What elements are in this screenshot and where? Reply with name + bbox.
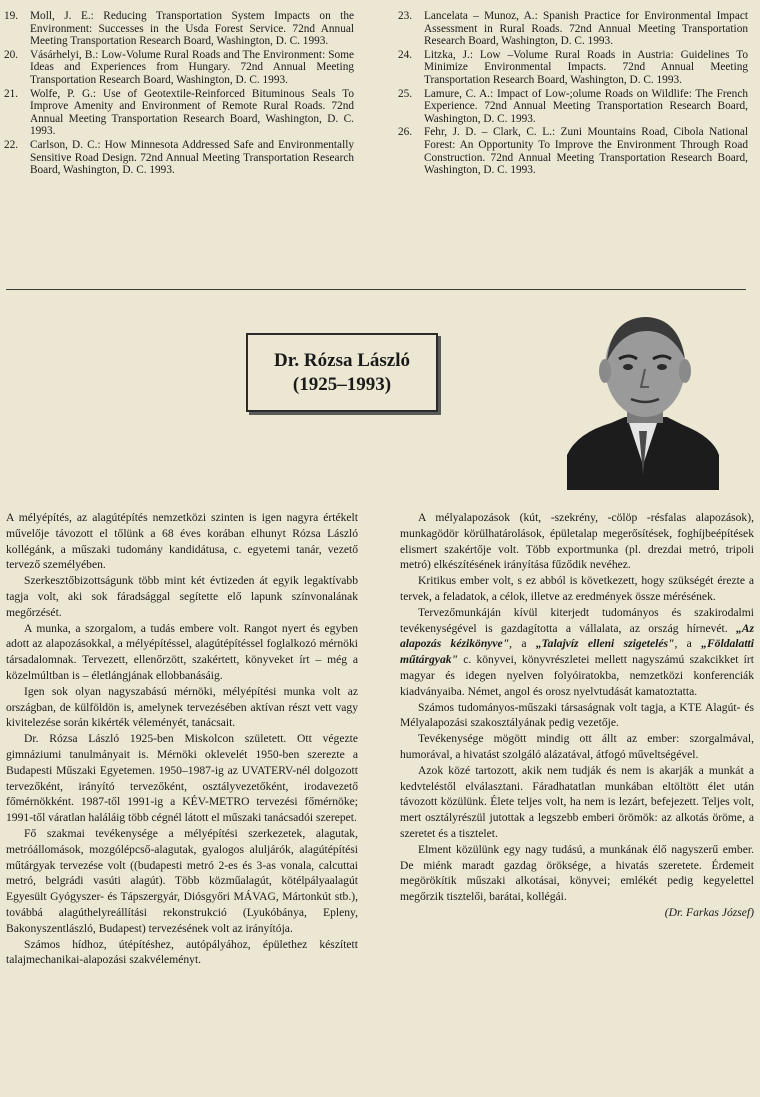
- reference-text: Lamure, C. A.: Impact of Low-;olume Roads on Wildlife: The French Experience. 72nd Annual Meeting Transportation Research Board, Washington, D. C. 1993.: [424, 87, 748, 125]
- references-left: [4, 10, 354, 178]
- obituary-paragraph: A mélyalapozások (kút, -szekrény, -cölöp -résfalas alapozások), munkagödör körülhatárolások, épületalap megerősítések, foghíjbeépítések elismert szakértője volt. Több exportmunka (pl. drezdai metró, tripoli metró) elkészítésének irányítása fűződik nevéhez.: [400, 511, 754, 572]
- reference-number: 20.: [4, 48, 19, 61]
- reference-item: [398, 49, 748, 87]
- reference-item: [4, 88, 354, 138]
- reference-number: 25.: [398, 87, 413, 100]
- text-separator: , a: [674, 637, 702, 651]
- obituary-paragraph: Számos hídhoz, útépítéshez, autópályához, épülethez készített talajmechanikai-alapozási szakvéleményt.: [6, 937, 358, 967]
- reference-item: [398, 10, 748, 48]
- reference-text: Fehr, J. D. – Clark, C. L.: Zuni Mountains Road, Cibola National Forest: An Opportunity To Improve the Environment Through Road Construction. 72nd Annual Meeting Transportation Research Board, Washington, D. C. 1993.: [424, 126, 748, 177]
- text-separator: , a: [509, 637, 536, 651]
- reference-text: Vásárhelyi, B.: Low-Volume Rural Roads and The Environment: Some Ideas and Experiences from Hungary. 72nd Annual Meeting Transportation Research Board, Washington, D. C. 1993.: [30, 48, 354, 86]
- publications-rest: c. könyvei, könyvrészletei mellett nagyszámú szakcikket írt magyar és idegen nyelven folyóiratokba, nemzetközi konferenciák kiadványaiba. Német, angol és orosz nyelvtudását kamatoztatta.: [400, 653, 754, 698]
- reference-text: Litzka, J.: Low –Volume Rural Roads in Austria: Guidelines To Minimize Environmental Impacts. 72nd Annual Meeting Transportation Research Board, Washington, D. C. 1993.: [424, 48, 748, 86]
- reference-item: [4, 49, 354, 87]
- book-title: „Talajvíz elleni szigetelés": [535, 637, 675, 651]
- obituary-paragraph: Kritikus ember volt, s ez abból is következett, hogy szükségét érezte a tervek, a feladatok, a célok, illetve az eredmények össze mérésének.: [400, 574, 754, 603]
- reference-text: Wolfe, P. G.: Use of Geotextile-Reinforced Bituminous Seals To Improve Amenity and Environment of Remote Rural Roads. 72nd Annual Meeting Transportation Research Board, Washington, D. C. 1993.: [30, 87, 354, 138]
- reference-number: 24.: [398, 48, 413, 61]
- reference-text: Carlson, D. C.: How Minnesota Addressed Safe and Environmentally Sensitive Road Design. 72nd Annual Meeting Transportation Research Board, Washington, D. C. 1993.: [30, 138, 354, 177]
- obituary-name: Dr. Rózsa László: [274, 349, 410, 371]
- book-title: „Az alapozás kézikönyve": [400, 621, 754, 651]
- reference-item: [398, 126, 748, 176]
- obituary-paragraph-publications: [400, 605, 754, 700]
- reference-number: 23.: [398, 10, 413, 22]
- author-signature: (Dr. Farkas József): [664, 905, 754, 919]
- reference-number: 19.: [4, 10, 19, 22]
- reference-text: Lancelata – Munoz, A.: Spanish Practice for Environmental Impact Assessment in Rural Roads. 72nd Annual Meeting Transportation Research Board, Washington, D. C. 1993.: [424, 10, 748, 48]
- obituary-title-box: [246, 333, 438, 412]
- obituary-paragraph: Tevékenysége mögött mindig ott állt az ember: szorgalmával, humorával, a hivatást szolgáló alázatával, átfogó műveltségével.: [400, 732, 754, 761]
- reference-number: 26.: [398, 126, 413, 139]
- obituary-column-right: [400, 510, 754, 921]
- reference-item: [4, 10, 354, 48]
- obituary-paragraph: Dr. Rózsa László 1925-ben Miskolcon született. Ott végezte gimnáziumi tanulmányait is. Mérnöki oklevelét 1950-ben szerezte a Budapesti Műszaki Egyetemen. 1950–1987-ig az UVATERV-nél dolgozott tervezőként, irányító tervezőként, osztályvezetőként, irodavezető főmérnökként. 1987-től 1991-ig a KÉV-METRO tervezési főmérnöke; 1991-től váratlan haláláig több cégnél látott el műszaki tanácsadói szerepet.: [6, 732, 358, 825]
- obituary-paragraph: Igen sok olyan nagyszabású mérnöki, mélyépítési munka volt az országban, de külföldön is, amelynek tervezésében aktívan részt vett vagy kivitelezése során kikérték véleményét, tanácsait.: [6, 684, 358, 730]
- obituary-paragraph: Elment közülünk egy nagy tudású, a munkának élő nagyszerű ember. De miénk maradt gazdag öröksége, a hivatás szeretete. Érdemeit megörökítik műszaki alkotásai, könyvei; emlékét pedig kegyelettel megőrzik tisztelői, barátai, kollégái.: [400, 842, 754, 904]
- references-right: [398, 10, 748, 178]
- obituary-paragraph: A munka, a szorgalom, a tudás embere volt. Rangot nyert és egyben adott az alapozásokkal, a mélyépítéssel, alagútépítéssel foglalkozó mérnöki társadalomnak. Tervezett, ellenőrzött, szakértett, könyveket írt – még a közelmúltban is – életlángjának ellobbanásáig.: [6, 621, 358, 682]
- portrait-photo: [567, 305, 719, 490]
- reference-number: 22.: [4, 138, 19, 151]
- obituary-paragraph: Szerkesztőbizottságunk több mint két évtizeden át egyik legaktívabb tagja volt, aki sok fáradsággal segítette elő lapunk színvonalának megőrzését.: [6, 574, 358, 619]
- reference-item: [398, 88, 748, 126]
- obituary-paragraph: A mélyépítés, az alagútépítés nemzetközi szinten is igen nagyra értékelt művelője távozott el tőlünk a 68 éves korában elhunyt Rózsa László kollégánk, a műszaki tudomány kandidátusa, c. egyetemi tanár, vezető tervező személyében.: [6, 511, 358, 572]
- obituary-paragraph: Azok közé tartozott, akik nem tudják és nem is akarják a munkát a kedvteléstől elválasztani. Fáradhatatlan munkában eltöltött élet után távozott közülünk. Élete teljes volt, ha nem is lezárt, befejezett. Teljes volt, mert osztályrészül jutottak a legszebb emberi örömök: az alkotás öröme, a szeretet és a tisztelet.: [400, 763, 754, 840]
- obituary-paragraph: Számos tudományos-műszaki társaságnak volt tagja, a KTE Alagút- és Mélyalapozási szakosztályának pedig vezetője.: [400, 700, 754, 730]
- reference-number: 21.: [4, 87, 19, 100]
- reference-text: Moll, J. E.: Reducing Transportation System Impacts on the Environment: Successes in the Usda Forest Service. 72nd Annual Meeting Transportation Research Board, Washington, D. C. 1993.: [30, 10, 354, 48]
- publications-intro: Tervezőmunkáján kívül kiterjedt tudományos és szakirodalmi tevékenységével is gazdagította a vállalata, az ország hírnevét.: [400, 605, 754, 635]
- obituary-paragraph: Fő szakmai tevékenysége a mélyépítési szerkezetek, alagutak, metróállomások, mozgólépcső-alagutak, gyalogos aluljárók, alagútépítési műtárgyak tervezése volt ((budapesti metró 2-es és 3-as vonala, calcuttai metró, belgrádi vasúti alagút). Több közműalagút, kötélpályaalagút Egyesült Gyógyszer- és Tápszergyár, Diósgyőri MÁVAG, Mártonkút stb.), továbbá alagúthelyreállítási rekonstrukció (Lyukóbánya, Epleny, Bakonyszentlászló, Budapest) tervezésének volt az irányítója.: [6, 826, 358, 935]
- book-title: „Földalatti műtárgyak": [400, 637, 754, 667]
- obituary-years: (1925–1993): [292, 373, 392, 395]
- reference-item: [4, 139, 354, 177]
- obituary-column-left: [6, 510, 358, 968]
- section-divider: [6, 289, 746, 290]
